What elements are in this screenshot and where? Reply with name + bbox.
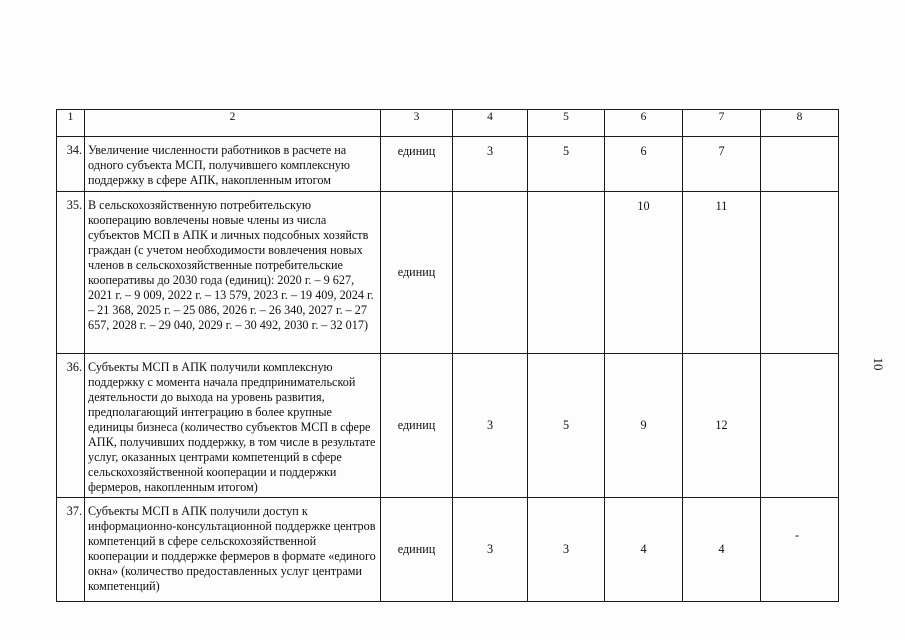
row-value-col5: 5 <box>528 137 605 192</box>
table-header-row <box>57 110 839 137</box>
row-value-col8 <box>761 192 839 354</box>
row-value-col6: 10 <box>605 192 683 354</box>
row-value-col4: 3 <box>453 354 528 498</box>
row-value-col8 <box>761 137 839 192</box>
page-number: 10 <box>871 357 886 371</box>
row-value-col7: 7 <box>683 137 761 192</box>
row-unit: единиц <box>381 498 453 602</box>
row-number: 34. <box>57 137 85 192</box>
header-cell: 2 <box>85 110 381 137</box>
row-value-col5: 5 <box>528 354 605 498</box>
row-value-col7: 11 <box>683 192 761 354</box>
row-value-col4: 3 <box>453 498 528 602</box>
row-number: 37. <box>57 498 85 602</box>
row-value-col6: 6 <box>605 137 683 192</box>
table-row <box>57 354 839 498</box>
header-cell: 6 <box>605 110 683 137</box>
indicators-table <box>56 109 839 602</box>
row-unit: единиц <box>381 192 453 354</box>
header-cell: 1 <box>57 110 85 137</box>
row-value-col5: 3 <box>528 498 605 602</box>
dash-mark: - <box>795 528 800 542</box>
table-row <box>57 498 839 602</box>
row-value-col6: 9 <box>605 354 683 498</box>
row-value-col7: 4 <box>683 498 761 602</box>
row-value-col6: 4 <box>605 498 683 602</box>
row-unit: единиц <box>381 137 453 192</box>
header-cell: 4 <box>453 110 528 137</box>
row-number: 35. <box>57 192 85 354</box>
header-cell: 7 <box>683 110 761 137</box>
row-value-col7: 12 <box>683 354 761 498</box>
row-description: Субъекты МСП в АПК получили доступ к информационно-консультационной поддержке центров компетенций в сфере сельскохозяйственной кооперации и поддержке фермеров в формате «единого окна» (количество предоставленных услуг центрами компетенций) <box>85 498 381 602</box>
row-value-col4 <box>453 192 528 354</box>
row-value-col4: 3 <box>453 137 528 192</box>
table-row <box>57 137 839 192</box>
header-cell: 5 <box>528 110 605 137</box>
row-value-col5 <box>528 192 605 354</box>
row-description: Увеличение численности работников в расчете на одного субъекта МСП, получившего комплексную поддержку в сфере АПК, накопленным итогом <box>85 137 381 192</box>
row-number: 36. <box>57 354 85 498</box>
row-description: В сельскохозяйственную потребительскую кооперацию вовлечены новые члены из числа субъектов МСП в АПК и личных подсобных хозяйств граждан (с учетом необходимости вовлечения новых членов в сельскохозяйственные потребительские кооперативы до 2030 года (единиц): 2020 г. – 9 627, 2021 г. – 9 009, 2022 г. – 13 579, 2023 г. – 19 409, 2024 г. – 21 368, 2025 г. – 25 086, 2026 г. – 26 340, 2027 г. – 27 657, 2028 г. – 29 040, 2029 г. – 30 492, 2030 г. – 32 017) <box>85 192 381 354</box>
row-value-col8 <box>761 498 839 602</box>
table-row <box>57 192 839 354</box>
header-cell: 3 <box>381 110 453 137</box>
row-unit: единиц <box>381 354 453 498</box>
row-description: Субъекты МСП в АПК получили комплексную поддержку с момента начала предпринимательской деятельности до выхода на уровень развития, предполагающий интеграцию в более крупные единицы бизнеса (количество субъектов МСП в сфере АПК, получивших поддержку, в том числе в результате услуг, оказанных центрами компетенций в сфере сельскохозяйственной кооперации и поддержки фермеров, накопленным итогом) <box>85 354 381 498</box>
header-cell: 8 <box>761 110 839 137</box>
row-value-col8 <box>761 354 839 498</box>
